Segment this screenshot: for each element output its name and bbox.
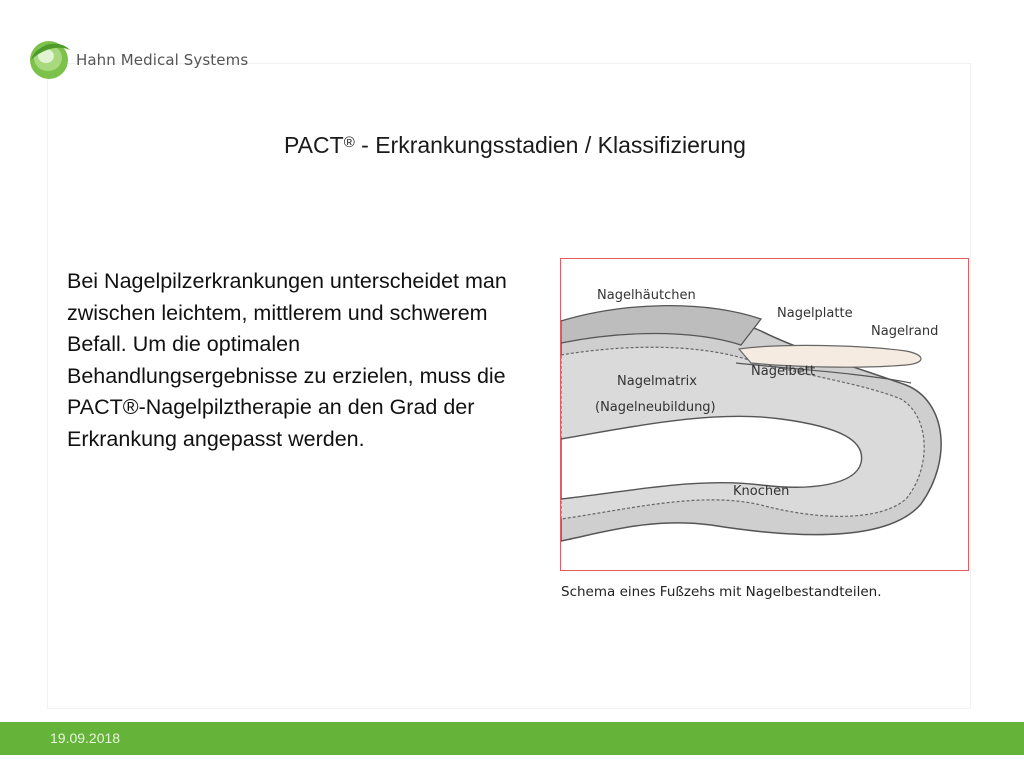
label-nagelplatte: Nagelplatte [777,306,853,321]
footer-bar [0,722,1024,755]
slide-title [0,132,1024,159]
footer-date: 19.09.2018 [50,730,121,746]
company-logo [28,36,248,82]
label-nagelmatrix: Nagelmatrix [617,374,697,389]
body-paragraph: Bei Nagelpilzerkrankungen unterscheidet man zwischen leichtem, mittlerem und schwerem Befall. Um die optimalen Behandlungsergebnisse zu erzielen, muss die PACT®-Nagelpilztherapie an den Grad der Erkrankung angepasst werden. [67,269,507,451]
logo-leaf-icon [28,36,72,82]
label-nagelrand: Nagelrand [871,324,939,339]
label-nagelneubildung: (Nagelneubildung) [595,400,716,415]
title-main: PACT [284,132,344,158]
label-nagelhaeutchen: Nagelhäutchen [597,288,696,303]
toe-anatomy-figure [560,258,969,571]
toe-anatomy-illustration [561,259,968,570]
label-knochen: Knochen [733,484,790,499]
title-rest: - Erkrankungsstadien / Klassifizierung [354,132,746,158]
brand-name: Hahn Medical Systems [76,51,249,69]
title-registered-symbol: ® [343,134,355,151]
label-nagelbett: Nagelbett [751,364,815,379]
figure-caption: Schema eines Fußzehs mit Nagelbestandteilen. [561,584,882,600]
